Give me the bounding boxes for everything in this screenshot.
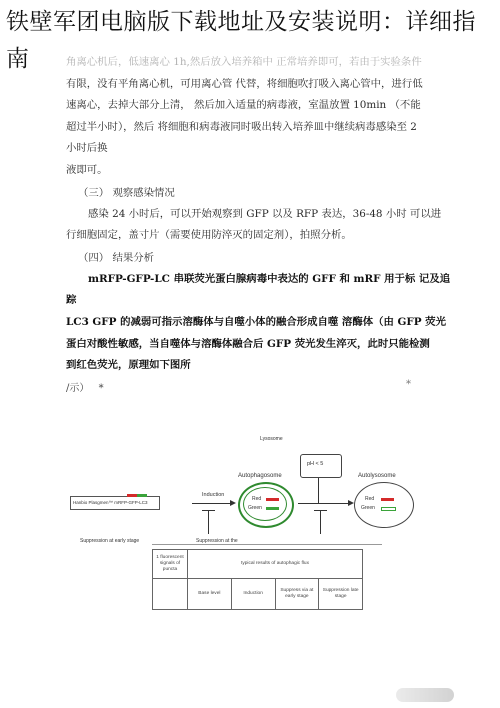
plasmid-gfp-segment: [137, 494, 147, 497]
paragraph-line: 小时后换: [66, 142, 108, 155]
paragraph-line: mRFP-GFP-LC 串联荧光蛋白腺病毒中表达的 GFF 和 mRF 用于标 记及追踪: [66, 272, 451, 307]
paragraph-line: 蛋白对酸性敏感，当自噬体与溶酶体融合后 GFP 荧光发生淬灭，此时只能检测: [66, 337, 430, 350]
autophagosome-label: Autophagosome: [238, 473, 282, 479]
section-heading-3: （三） 观察感染情况: [78, 186, 175, 199]
lysosome-label: Lysosome: [260, 436, 283, 442]
autophagosome-circle: [238, 482, 294, 528]
fusion-arrow: [298, 503, 348, 504]
figure-ref-mark-right: *: [406, 378, 411, 390]
table-cell: Induction: [231, 579, 275, 610]
document-body: [66, 52, 456, 399]
suppression-early-stem: [208, 510, 209, 534]
paragraph-line: LC3 GFP 的减弱可指示溶酶体与自噬小体的融合形成自噬 溶酶体（由 GFP 荧光: [66, 315, 446, 328]
autolysosome-green-bar: [381, 507, 396, 511]
paragraph-line: 感染 24 小时后，可以开始观察到 GFP 以及 RFP 表达，36-48 小时 可以进: [88, 207, 442, 220]
diagram-divider: [152, 544, 382, 545]
results-table: [152, 549, 363, 610]
suppression-early-bar: [202, 510, 215, 511]
ph-label: pH < 5: [307, 461, 324, 467]
watermark-logo: [396, 688, 454, 702]
autophagosome-inner-membrane: [243, 487, 287, 521]
autolysosome-red-bar: [381, 498, 394, 501]
table-cell: Suppression late stage: [319, 579, 363, 610]
table-cell: Suppress via at early stage: [275, 579, 319, 610]
autolysosome-green-label: Green: [361, 505, 375, 511]
autophagy-flux-diagram: [70, 432, 430, 612]
induction-arrow: [192, 503, 230, 504]
paragraph-line: 行细胞固定，盖寸片（需要使用防淬灭的固定剂），拍照分析。: [66, 229, 352, 242]
table-cell: Base level: [188, 579, 232, 610]
paragraph-line: 到红色荧光，原理如下图所: [66, 359, 191, 372]
autophagosome-green-label: Green: [248, 505, 262, 511]
autophagosome-green-bar: [266, 507, 279, 510]
suppression-late-label: Suppression at the: [196, 538, 238, 544]
plasmid-rfp-segment: [127, 494, 137, 497]
figure-reference: [66, 379, 456, 399]
figure-ref-text: /示）: [66, 382, 90, 394]
paragraph-faint: 角离心机后，低速离心 1h,然后放入培养箱中 正常培养即可，若由于实验条件: [66, 56, 422, 68]
ph-box: [300, 454, 342, 478]
autolysosome-red-label: Red: [365, 496, 375, 502]
autophagosome-red-label: Red: [252, 496, 262, 502]
autolysosome-circle: [354, 482, 414, 528]
plasmid-label: Hanbio Plasgmen™ mRFP-GFP-LC3: [73, 500, 148, 505]
paragraph-line: 速离心，去掉大部分上清， 然后加入适量的病毒液，室温放置 10min （不能: [66, 99, 421, 112]
paragraph-line: 超过半小时），然后 将细胞和病毒液同时吸出转入培养皿中继续病毒感染至 2: [66, 120, 417, 133]
table-cell: 1 fluorescent signals of puncta: [153, 550, 188, 579]
lysosome-connector: [318, 478, 319, 503]
page-title: 铁壁军团电脑版下载地址及安装说明：详细指南: [6, 9, 476, 72]
plasmid-construct: [70, 496, 160, 510]
section-heading-4: （四） 结果分析: [78, 251, 155, 264]
autolysosome-label: Autolysosome: [358, 473, 396, 479]
suppression-early-label: Suppression at early stage: [80, 538, 140, 544]
paragraph-line: 液即可。: [66, 163, 108, 176]
figure-ref-mark: *: [98, 382, 104, 394]
suppression-late-stem: [320, 510, 321, 534]
induction-label: Induction: [202, 492, 225, 498]
table-cell: typical results of autophagic flux: [188, 550, 363, 579]
induction-arrow-head: [230, 500, 236, 506]
paragraph-line: 有限，没有平角离心机，可用离心管 代替，将细胞吹打吸入离心管中，进行低: [66, 77, 423, 90]
table-cell: [153, 579, 188, 610]
autophagosome-red-bar: [266, 498, 279, 501]
suppression-late-bar: [314, 510, 327, 511]
